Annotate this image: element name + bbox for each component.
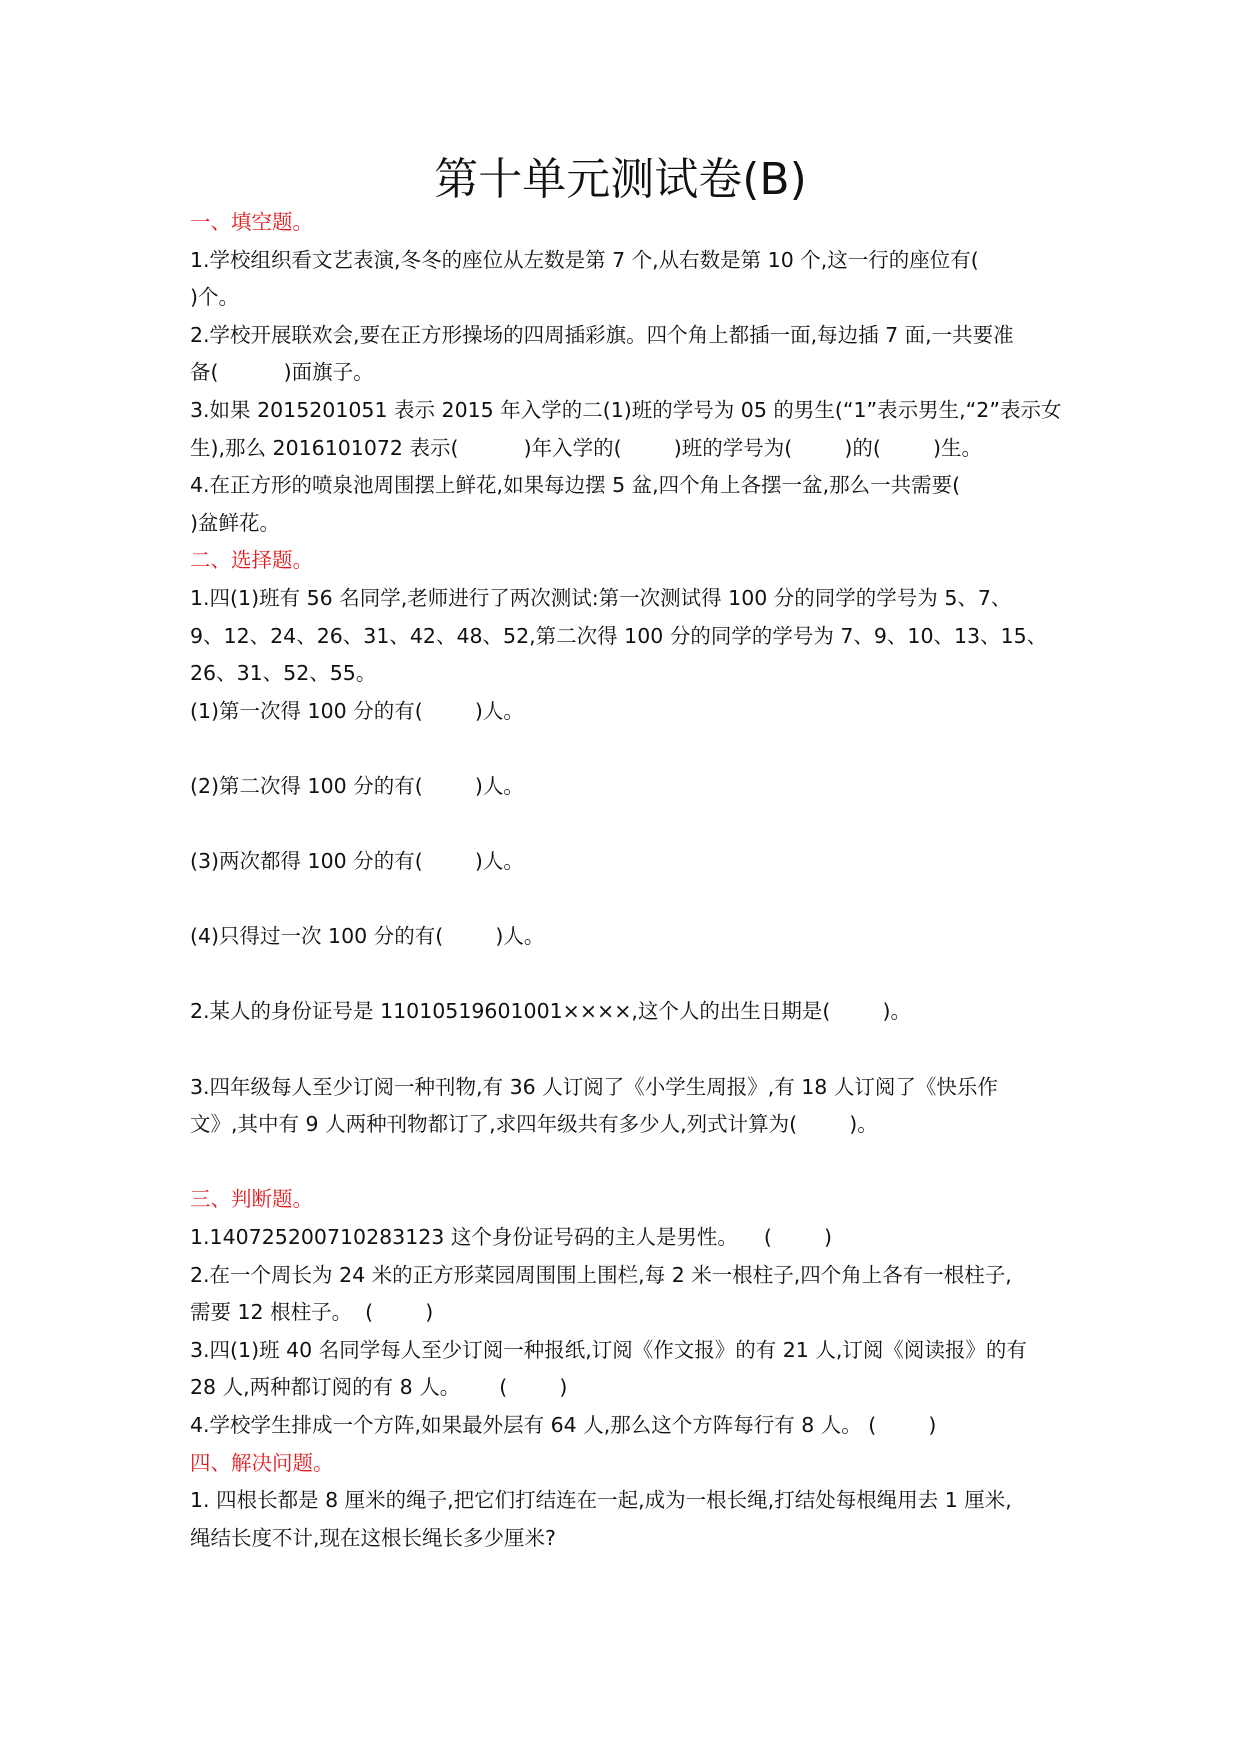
question-line: 1.学校组织看文艺表演,冬冬的座位从左数是第 7 个,从右数是第 10 个,这一行的座位有( <box>190 247 979 272</box>
question-line: 2.在一个周长为 24 米的正方形菜园周围围上围栏,每 2 米一根柱子,四个角上各有一根柱子, <box>190 1262 1012 1287</box>
question-line: )个。 <box>190 285 239 310</box>
question-line: 3.如果 2015201051 表示 2015 年入学的二(1)班的学号为 05 的男生(“1”表示男生,“2”表示女 <box>190 397 1062 422</box>
question-line: 4.在正方形的喷泉池周围摆上鲜花,如果每边摆 5 盆,四个角上各摆一盆,那么一共需要( <box>190 473 961 498</box>
question-line: 备( )面旗子。 <box>190 360 374 385</box>
question-line: 4.学校学生排成一个方阵,如果最外层有 64 人,那么这个方阵每行有 8 人。 ( ) <box>190 1413 937 1437</box>
options-row <box>190 956 1070 994</box>
question-line: )盆鲜花。 <box>190 510 280 535</box>
options-row <box>190 730 1070 768</box>
question-line: 26、31、52、55。 <box>190 661 377 686</box>
question-line: 1. 四根长都是 8 厘米的绳子,把它们打结连在一起,成为一根长绳,打结处每根绳用去 1 厘米, <box>190 1488 1012 1513</box>
question-line: (1)第一次得 100 分的有( )人。 <box>190 698 524 723</box>
question-line: 1.140725200710283123 这个身份证号码的主人是男性。 ( ) <box>190 1225 833 1250</box>
options-row <box>190 1144 1070 1182</box>
question-line: 28 人,两种都订阅的有 8 人。 ( ) <box>190 1375 568 1400</box>
question-line: 2.某人的身份证号是 11010519601001××××,这个人的出生日期是( )。 <box>190 999 912 1024</box>
options-row <box>190 1031 1070 1069</box>
question-line: 2.学校开展联欢会,要在正方形操场的四周插彩旗。四个角上都插一面,每边插 7 面,一共要准 <box>190 322 1014 347</box>
section-heading-fill-blank: 一、填空题。 <box>190 210 313 234</box>
section-heading-choice: 二、选择题。 <box>190 548 313 573</box>
question-line: 绳结长度不计,现在这根长绳长多少厘米? <box>190 1525 556 1550</box>
section-heading-problem-solving: 四、解决问题。 <box>190 1450 334 1475</box>
options-row <box>190 881 1070 919</box>
question-line: 需要 12 根柱子。 ( ) <box>190 1300 434 1325</box>
question-line: 文》,其中有 9 人两种刊物都订了,求四年级共有多少人,列式计算为( )。 <box>190 1112 878 1137</box>
question-line: 9、12、24、26、31、42、48、52,第二次得 100 分的同学的学号为 7、9、10、13、15、 <box>190 623 1048 648</box>
question-line: 生),那么 2016101072 表示( )年入学的( )班的学号为( )的( )生。 <box>190 435 983 460</box>
question-line: (2)第二次得 100 分的有( )人。 <box>190 773 524 798</box>
section-heading-true-false: 三、判断题。 <box>190 1187 313 1212</box>
question-line: 1.四(1)班有 56 名同学,老师进行了两次测试:第一次测试得 100 分的同学的学号为 5、7、 <box>190 585 1012 610</box>
question-line: 3.四年级每人至少订阅一种刊物,有 36 人订阅了《小学生周报》,有 18 人订阅了《快乐作 <box>190 1074 998 1099</box>
question-line: (3)两次都得 100 分的有( )人。 <box>190 849 524 874</box>
options-row <box>190 806 1070 844</box>
exam-content <box>190 204 1070 1557</box>
question-line: (4)只得过一次 100 分的有( )人。 <box>190 924 545 949</box>
question-line: 3.四(1)班 40 名同学每人至少订阅一种报纸,订阅《作文报》的有 21 人,订阅《阅读报》的有 <box>190 1337 1027 1362</box>
page-title: 第十单元测试卷(B) <box>434 154 807 205</box>
